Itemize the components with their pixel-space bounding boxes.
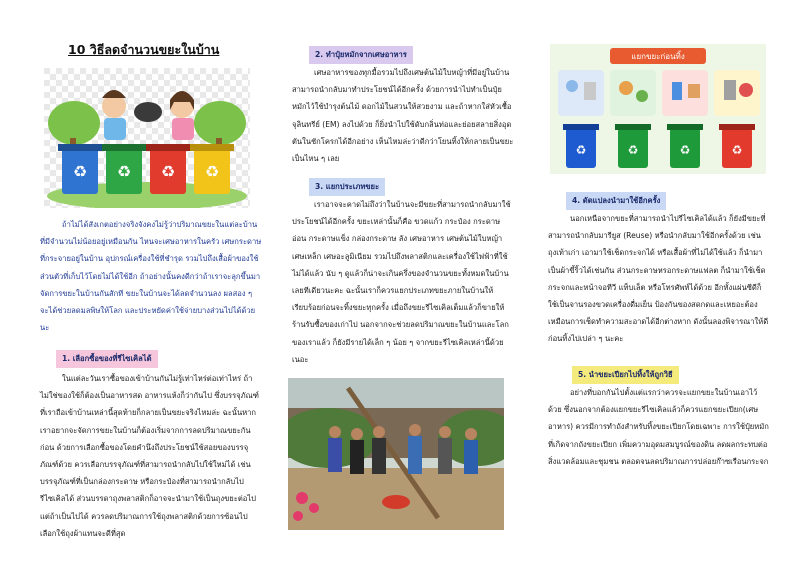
section-5-heading: 5. นำขยะเปียกไปทิ้งให้ถูกวิธี xyxy=(572,366,679,384)
svg-text:♻: ♻ xyxy=(204,162,220,181)
section-1-heading: 1. เลือกซื้อของที่รีไซเคิลได้ xyxy=(56,350,158,368)
intro-paragraph: ถ้าไม่ได้สังเกตอย่างจริงจังคงไม่รู้ว่าปริมาณขยะในแต่ละบ้าน ที่มีจำนวนไม่น้อยอยู่เหมือนกัน ไหนจะเศษอาหารในครัว เศษกระดาษที่กระจายอยู่ในบ้าน อุปกรณ์เครื่องใช้ที่ชำรุด รวมไปถึงเสื้อผ้าของใช้ส่วนตัวที่เก็บไว้โดยไม่ได้ใช้อีก ถ้าอย่างนั้นคงดีกว่าถ้าเราจะลุกขึ้นมาจัดการขยะในบ้านกันสักที ขยะในบ้านจะได้ลดจำนวนลง ผลสอง ๆ จะได้ช่วยลดมลพิษให้โลก และประหยัดค่าใช้จ่ายบางส่วนไปได้ด้วยนะ xyxy=(40,220,262,333)
section-2-body: เศษอาหารของทุกมื้อรวมไปถึงเศษต้นไม้ใบหญ้าที่มีอยู่ในบ้านสามารถนำกลับมาทำประโยชน์ได้อีกครั้ง ด้วยการนำไปทำเป็นปุ๋ยหมักไว้ใช้บำรุงต้นไม้ ดอกไม้ในสวนให้สวยงาม และถ้าหากใส่หัวเชื้อจุลินทรีย์ (EM) ลงไปด้วย ก็ยิ่งนำไปใช้ดับกลิ่นท่อและย่อยสลายสิ่งอุดตันในชักโครกได้อีกอย่าง เห็นไหมล่ะว่าดีกว่าโยนทิ้งให้กลายเป็นขยะเป็นไหน ๆ เลย xyxy=(292,68,514,164)
community-planting-photo xyxy=(288,378,504,530)
svg-text:♻: ♻ xyxy=(627,143,639,157)
section-4-body: นอกเหนือจากขยะที่สามารถนำไปรีไซเคิลได้แล้ว ก็ยังมีขยะที่สามารถนำกลับมารียูส (Reuse) หรือนำกลับมาใช้อีกครั้งด้วย เช่น ถุงเท้าเก่า เอามาใช้เช็ดกระจกได้ หรือเสื้อผ้าที่ไม่ได้ใช้แล้ว ก็นำมาเป็นผ้าขี้ริ้วได้เช่นกัน ส่วนกระดาษหรอกระดาษแฟลต ก็นำมาใช้เช็ดกระจกและหน้าจอทีวี แท็บเล็ต หรือโทรศัพท์ได้ด้วย อีกทั้งแผ่นซีดีก็ใช้เป็นจานรองขวดเครื่องดื่มเย็น ป้องกันของสดกดและเหยอะต้องเหมือนการเช็ดทำความสะอาดได้อีกต่างหาก ดังนั้นลองพิจารณาให้ดีก่อนทิ้งไปเปล่า ๆ นะคะ xyxy=(548,214,769,344)
svg-text:♻: ♻ xyxy=(160,162,176,181)
waste-sorting-poster xyxy=(550,44,766,174)
section-3-body: เราอาจจะคาดไม่ถึงว่าในบ้านจะมีขยะที่สามารถนำกลับมาใช้ประโยชน์ได้อีกครั้ง ขยะเหล่านั้นก็คือ ขวดแก้ว กระป๋อง กระดาษอ่อน กระดาษแข็ง กล่องกระดาษ ลัง เศษอาหาร เศษต้นไม้ใบหญ้า เศษเหล็ก เศษอะลูมิเนียม รวมไปถึงพลาสติกและเครื่องใช้ไฟฟ้าที่ใช้ไม่ได้แล้ว นับ ๆ ดูแล้วก็น่าจะเกินครึ่งของจำนวนขยะทั้งหมดในบ้านเลยทีเดียวนะคะ ฉะนั้นเราก็ควรแยกประเภทขยะภายในบ้านให้เรียบร้อยก่อนจะทิ้งขยะทุกครั้ง เมื่อถึงขยะรีไซเคิลเต็มแล้วก็ขายให้ร้านรับซื้อของเก่าไป นอกจากจะช่วยลดปริมาณขยะในบ้านและโลกของเราแล้ว ก็ยังมีรายได้เล็ก ๆ น้อย ๆ จากขยะรีไซเคิลเหล่านี้ด้วยเนอะ xyxy=(292,200,511,364)
svg-text:♻: ♻ xyxy=(575,143,587,157)
svg-text:♻: ♻ xyxy=(679,143,691,157)
svg-text:♻: ♻ xyxy=(116,162,132,181)
recycling-bins-icon xyxy=(44,68,250,208)
section-4-heading: 4. ดัดแปลงนำมาใช้อีกครั้ง xyxy=(566,192,666,210)
page-title: 10 วิธีลดจำนวนขยะในบ้าน xyxy=(68,42,220,57)
section-2-heading: 2. ทำปุ๋ยหมักจากเศษอาหาร xyxy=(309,46,413,64)
section-5-body: อย่างที่บอกกันไปตั้งแต่แรกว่าควรจะแยกขยะในบ้านเอาไว้ด้วย ซึ่งนอกจากต้องแยกขยะรีไซเคิลแล้วก็ควรแยกขยะเปียก(เศษอาหาร) ควรมีการทำถังสำหรับทิ้งขยะเปียกโดยเฉพาะ การใช้ปุ๋ยหมักที่เกิดจากถังขยะเปียก เพิ่มความอุดมสมบูรณ์ของดิน ลดผลกระทบต่อสิ่งแวดล้อมและชุมชน ตลอดจนลดปริมาณการปล่อยก๊าซเรือนกระจก xyxy=(548,388,769,466)
recycling-kids-illustration xyxy=(44,68,250,208)
svg-text:♻: ♻ xyxy=(731,143,743,157)
sorting-poster-title: แยกขยะก่อนทิ้ง xyxy=(631,52,685,61)
section-3-heading: 3. แยกประเภทขยะ xyxy=(309,178,385,196)
section-1-body: ในแต่ละวันเราซื้อของเข้าบ้านกันไม่รู้เท่าไหร่ต่อเท่าไหร่ ถ้าไม่ใช่ของใช้ก็ต้องเป็นอาหารสด อาหารแห้งก็ว่ากันไป ซึ่งบรรจุภัณฑ์ที่เราถือเข้าบ้านเหล่านี้สุดท้ายก็กลายเป็นขยะจริงไหมล่ะ ฉะนั้นหากเราอยากจะจัดการขยะในบ้านก็ต้องเริ่มจากการลดปริมาณขยะกันก่อน ด้วยการเลือกซื้อของโดยคำนึงถึงประโยชน์ใช้สอยของบรรจุภัณฑ์ด้วย ควรเลือกบรรจุภัณฑ์ที่สามารถนำกลับไปใช้ใหม่ได้ เช่น บรรจุภัณฑ์ที่เป็นกล่องกระดาษ หรือกระป๋องที่สามารถนำกลับไปรีไซเคิลได้ ส่วนบรรดาถุงพลาสติกก็อาจจะนำมาใช้เป็นถุงขยะต่อไป แต่ถ้าเป็นไปได้ ควรลดปริมาณการใช้ถุงพลาสติกด้วยการซ้อนไปเลือกใช้ถุงผ้าแทนจะดีที่สุด xyxy=(40,374,259,538)
svg-text:♻: ♻ xyxy=(72,162,88,181)
